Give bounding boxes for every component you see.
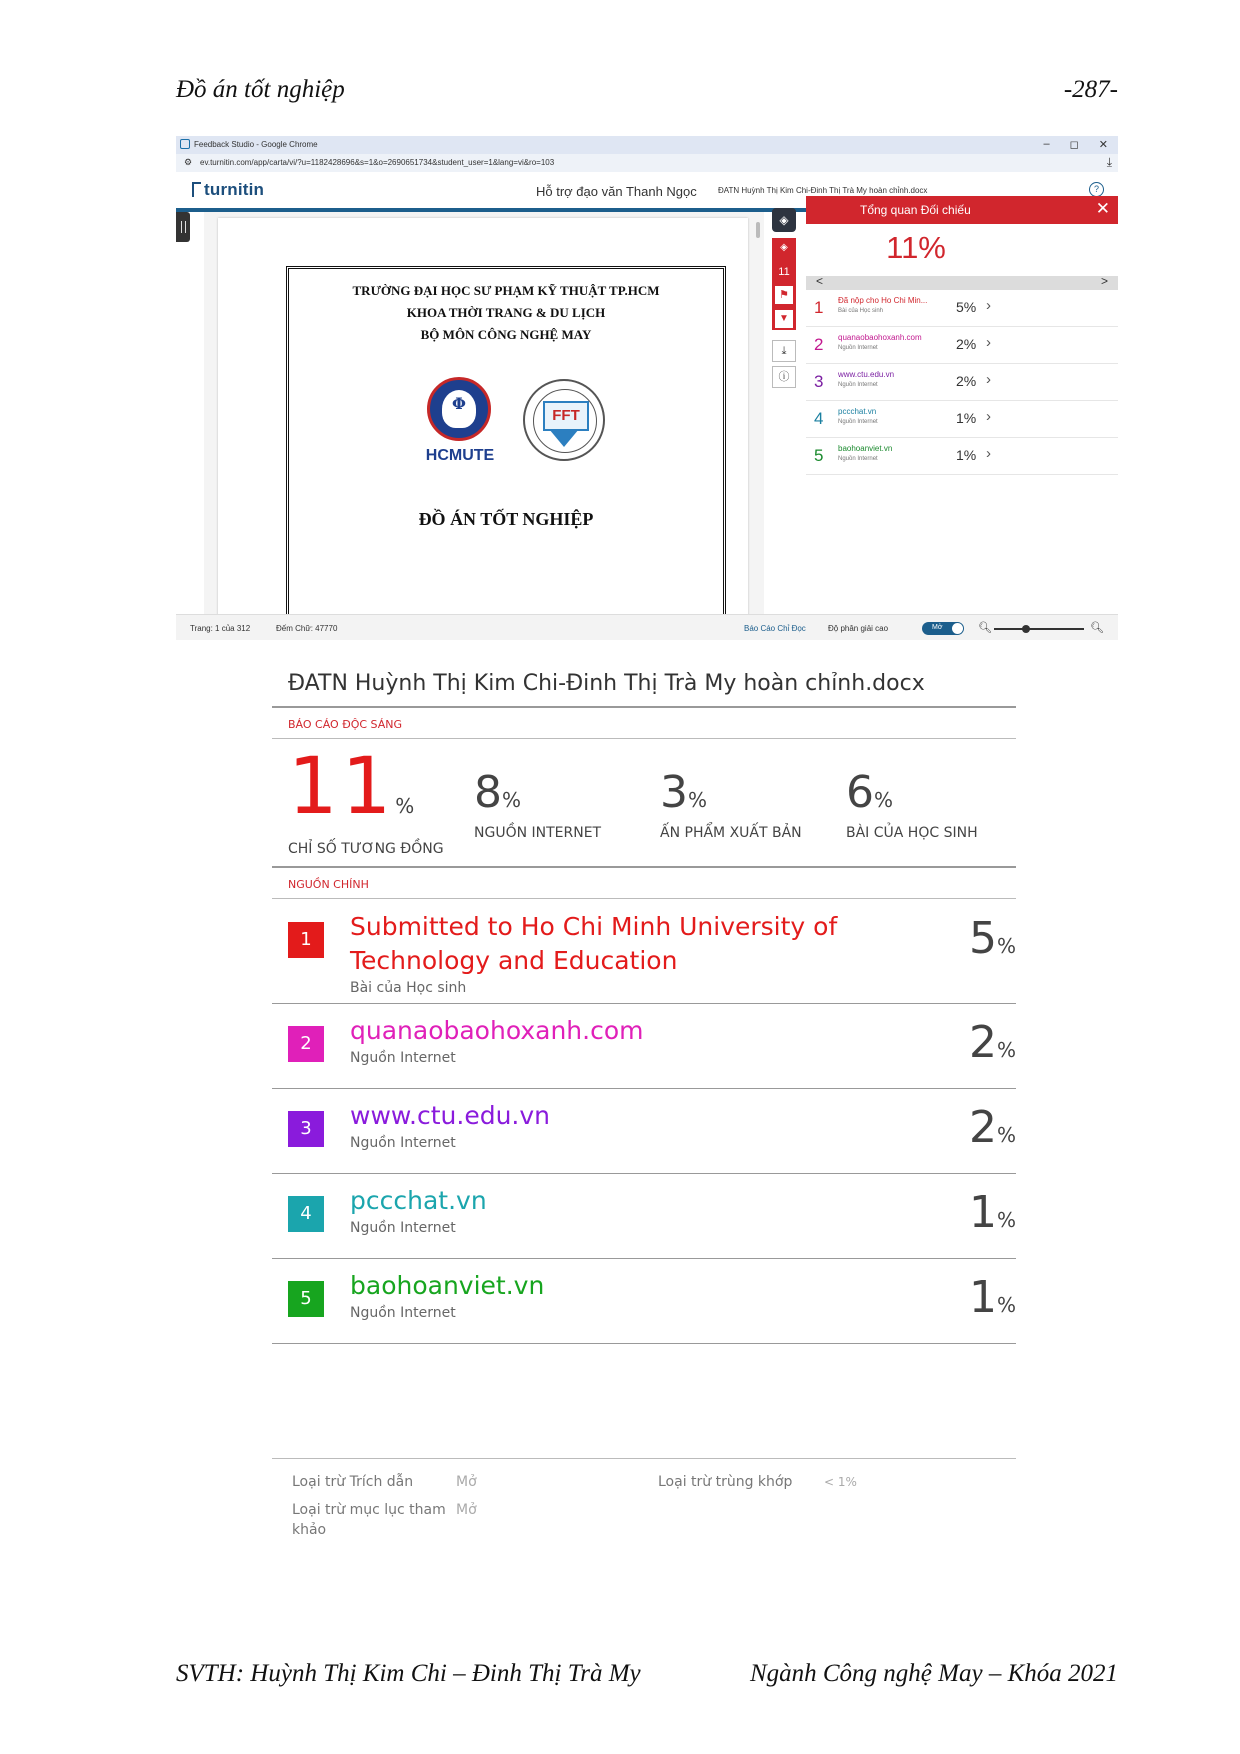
source-name[interactable]: www.ctu.edu.vn <box>350 1101 551 1130</box>
source-badge: 5 <box>288 1281 324 1317</box>
source-type: Nguồn Internet <box>838 382 878 388</box>
close-window-button[interactable]: ✕ <box>1098 139 1108 151</box>
hcmute-logo-text: HCMUTE <box>425 447 495 464</box>
stat-unit: % <box>874 788 894 812</box>
exclude-quotes-label: Loại trừ Trích dẫn <box>292 1474 414 1490</box>
feedback-studio-icon <box>180 139 190 149</box>
source-percent: 5% <box>956 299 977 315</box>
match-overview-header <box>806 196 1118 224</box>
primary-source-row[interactable] <box>272 898 1016 1002</box>
high-resolution-label: Độ phân giải cao <box>828 624 889 633</box>
panel-source-row[interactable] <box>806 438 1118 475</box>
page-number: -287- <box>1063 76 1118 103</box>
source-percent-unit: % <box>996 1123 1016 1147</box>
layers-icon[interactable]: ◈ <box>772 208 796 232</box>
source-percent-unit: % <box>996 1038 1016 1062</box>
source-percent: 2 <box>968 1102 997 1153</box>
source-badge: 2 <box>288 1026 324 1062</box>
source-nav <box>806 276 1118 290</box>
divider <box>272 738 1016 739</box>
source-percent-unit: % <box>996 934 1016 958</box>
divider <box>272 866 1016 868</box>
zoom-out-icon[interactable]: 🔍︎ <box>978 622 992 634</box>
prev-source-icon[interactable]: < <box>816 274 824 288</box>
exclude-bibliography-label-continued: khảo <box>292 1522 327 1538</box>
stat-label: ẤN PHẨM XUẤT BẢN <box>660 825 802 841</box>
panel-source-row[interactable] <box>806 327 1118 364</box>
stat-unit: % <box>395 794 415 818</box>
address-bar[interactable] <box>176 154 1118 172</box>
cover-university: TRƯỜNG ĐẠI HỌC SƯ PHẠM KỸ THUẬT TP.HCM <box>352 283 660 298</box>
source-type: Bài của Học sinh <box>350 980 467 996</box>
cover-title: ĐỒ ÁN TỐT NGHIỆP <box>418 509 594 529</box>
source-badge: 1 <box>288 922 324 958</box>
source-type: Bài của Học sinh <box>838 308 884 314</box>
window-title: Feedback Studio - Google Chrome <box>194 140 318 149</box>
source-percent: 1% <box>956 447 977 463</box>
divider <box>272 706 1016 708</box>
panel-source-row[interactable] <box>806 401 1118 438</box>
document-viewer[interactable] <box>204 212 764 622</box>
source-percent: 1 <box>968 1272 997 1323</box>
next-source-icon[interactable]: > <box>1100 274 1108 288</box>
source-percent: 2 <box>968 1017 997 1068</box>
source-name-continued[interactable]: Technology and Education <box>350 946 678 975</box>
chevron-right-icon[interactable]: › <box>986 297 991 314</box>
source-name: quanaobaohoxanh.com <box>838 333 922 342</box>
cover-department: BỘ MÔN CÔNG NGHỆ MAY <box>420 327 592 342</box>
footer-major: Ngành Công nghệ May – Khóa 2021 <box>749 1660 1118 1687</box>
hcmute-logo <box>427 377 491 441</box>
originality-label: BÁO CÁO ĐỘC SÁNG <box>288 718 403 731</box>
source-badge: 3 <box>288 1111 324 1147</box>
tool-column <box>772 208 798 388</box>
exclude-bibliography-label: Loại trừ mục lục tham <box>292 1502 446 1518</box>
source-type: Nguồn Internet <box>350 1305 456 1321</box>
primary-source-row[interactable] <box>272 1004 1016 1088</box>
cover-faculty: KHOA THỜI TRANG & DU LỊCH <box>406 305 606 320</box>
stat-value: 11 <box>288 742 396 832</box>
divider <box>272 1458 1016 1459</box>
stat-unit: % <box>688 788 708 812</box>
stat-label: CHỈ SỐ TƯƠNG ĐỒNG <box>288 841 444 857</box>
source-number: 1 <box>814 298 824 317</box>
url-text[interactable]: ev.turnitin.com/app/carta/vi/?u=1182428696&s=1&o=2690651734&student_user=1&lang=vi&ro=103 <box>200 158 555 167</box>
zoom-slider-handle[interactable] <box>1022 625 1030 633</box>
source-percent: 5 <box>968 913 997 964</box>
source-number: 4 <box>814 409 824 428</box>
source-number: 5 <box>814 446 824 465</box>
turnitin-screenshot <box>176 136 1118 640</box>
stack-icon[interactable]: ◈ <box>780 242 788 253</box>
source-name: Đã nộp cho Ho Chi Min... <box>838 296 928 305</box>
primary-source-row[interactable] <box>272 1174 1016 1258</box>
word-count: Đếm Chữ: 47770 <box>276 624 338 633</box>
grip-icon <box>181 221 186 233</box>
exclude-matches-value: < 1% <box>824 1475 857 1489</box>
source-name[interactable]: pccchat.vn <box>350 1186 487 1215</box>
sidebar-toggle[interactable] <box>176 212 190 242</box>
primary-sources-label: NGUỒN CHÍNH <box>288 878 369 891</box>
assignment-title: Hỗ trợ đạo văn Thanh Ngọc <box>536 184 697 199</box>
download-report-icon[interactable]: ⤓ <box>772 340 796 362</box>
download-icon[interactable]: ⤓ <box>1106 155 1112 169</box>
source-number: 3 <box>814 372 824 391</box>
chevron-right-icon[interactable]: › <box>986 445 991 462</box>
chevron-right-icon[interactable]: › <box>986 408 991 425</box>
hcmute-logo-symbol: Φ <box>452 394 466 413</box>
source-name: pccchat.vn <box>838 407 877 416</box>
similarity-index <box>288 742 444 857</box>
toggle-label: Mở <box>932 624 943 631</box>
stat-label: NGUỒN INTERNET <box>474 825 602 841</box>
exclude-quotes-value: Mở <box>456 1474 477 1490</box>
source-percent: 2% <box>956 373 977 389</box>
document-page <box>218 218 748 622</box>
source-badge: 4 <box>288 1196 324 1232</box>
page-indicator: Trang: 1 của 312 <box>190 624 251 633</box>
source-percent-unit: % <box>996 1293 1016 1317</box>
zoom-slider[interactable] <box>994 628 1084 630</box>
overall-similarity: 11% <box>886 230 946 265</box>
chevron-right-icon[interactable]: › <box>986 371 991 388</box>
source-type: Nguồn Internet <box>838 456 878 462</box>
source-percent: 1 <box>968 1187 997 1238</box>
fft-logo <box>523 379 605 461</box>
flag-icon[interactable]: ⚑ <box>775 286 793 304</box>
report-title: ĐATN Huỳnh Thị Kim Chi-Đinh Thị Trà My hoàn chỉnh.docx <box>288 671 925 696</box>
source-percent-unit: % <box>996 1208 1016 1232</box>
stat-unit: % <box>502 788 522 812</box>
page-footer <box>176 1660 1118 1688</box>
status-bar <box>176 614 1118 640</box>
footer-authors: SVTH: Huỳnh Thị Kim Chi – Đinh Thị Trà My <box>176 1660 641 1687</box>
stat-label: BÀI CỦA HỌC SINH <box>846 825 978 841</box>
close-panel-icon[interactable]: ✕ <box>1095 199 1110 218</box>
source-name[interactable]: Submitted to Ho Chi Minh University of <box>350 912 838 941</box>
match-overview-panel <box>806 196 1118 622</box>
high-resolution-toggle[interactable] <box>922 622 964 635</box>
panel-source-row[interactable] <box>806 364 1118 401</box>
filter-icon[interactable]: ▼ <box>775 310 793 328</box>
exclude-matches-label: Loại trừ trùng khớp <box>658 1474 793 1490</box>
match-overview-title: Tổng quan Đối chiếu <box>860 203 971 217</box>
source-type: Nguồn Internet <box>350 1220 456 1236</box>
internet-sources-stat <box>474 768 601 841</box>
exclude-bibliography-value: Mở <box>456 1502 477 1518</box>
source-name: baohoanviet.vn <box>838 444 893 453</box>
source-type: Nguồn Internet <box>350 1135 456 1151</box>
zoom-in-icon[interactable]: 🔍︎ <box>1090 622 1104 634</box>
window-controls <box>1044 138 1108 151</box>
page-header-title: Đồ án tốt nghiệp <box>176 76 345 103</box>
source-percent: 2% <box>956 336 977 352</box>
publications-stat <box>660 768 802 841</box>
source-type: Nguồn Internet <box>838 419 878 425</box>
turnitin-logo <box>192 180 264 200</box>
help-icon[interactable]: ? <box>1089 182 1104 197</box>
source-type: Nguồn Internet <box>838 345 878 351</box>
match-tools <box>772 238 796 330</box>
primary-source-row[interactable] <box>272 1259 1016 1343</box>
text-only-report-link[interactable]: Báo Cáo Chỉ Đọc <box>744 624 806 633</box>
source-percent: 1% <box>956 410 977 426</box>
source-type: Nguồn Internet <box>350 1050 456 1066</box>
divider <box>272 1343 1016 1344</box>
stat-value: 6 <box>846 767 874 818</box>
info-icon[interactable]: ⓘ <box>772 366 796 388</box>
primary-source-row[interactable] <box>272 1089 1016 1173</box>
source-name: www.ctu.edu.vn <box>838 370 895 379</box>
site-settings-icon[interactable]: ⚙ <box>184 157 193 167</box>
restore-button[interactable]: ◻ <box>1069 139 1079 151</box>
turnitin-logo-text: turnitin <box>204 180 265 199</box>
window-titlebar <box>176 136 1118 154</box>
source-name[interactable]: baohoanviet.vn <box>350 1271 545 1300</box>
cover-frame <box>286 266 726 629</box>
stat-value: 8 <box>474 767 502 818</box>
viewer-scrollbar[interactable] <box>756 222 760 238</box>
fft-logo-text: FFT <box>543 401 589 431</box>
turnitin-logo-icon <box>192 182 201 197</box>
panel-source-row[interactable] <box>806 290 1118 327</box>
student-papers-stat <box>846 768 978 841</box>
minimize-button[interactable]: – <box>1043 138 1050 150</box>
stat-value: 3 <box>660 767 688 818</box>
match-count[interactable]: 11 <box>778 266 790 278</box>
page-header <box>176 76 1118 104</box>
chevron-right-icon[interactable]: › <box>986 334 991 351</box>
source-number: 2 <box>814 335 824 354</box>
document-name: ĐATN Huỳnh Thị Kim Chi-Đinh Thị Trà My hoàn chỉnh.docx <box>718 186 928 195</box>
source-name[interactable]: quanaobaohoxanh.com <box>350 1016 644 1045</box>
